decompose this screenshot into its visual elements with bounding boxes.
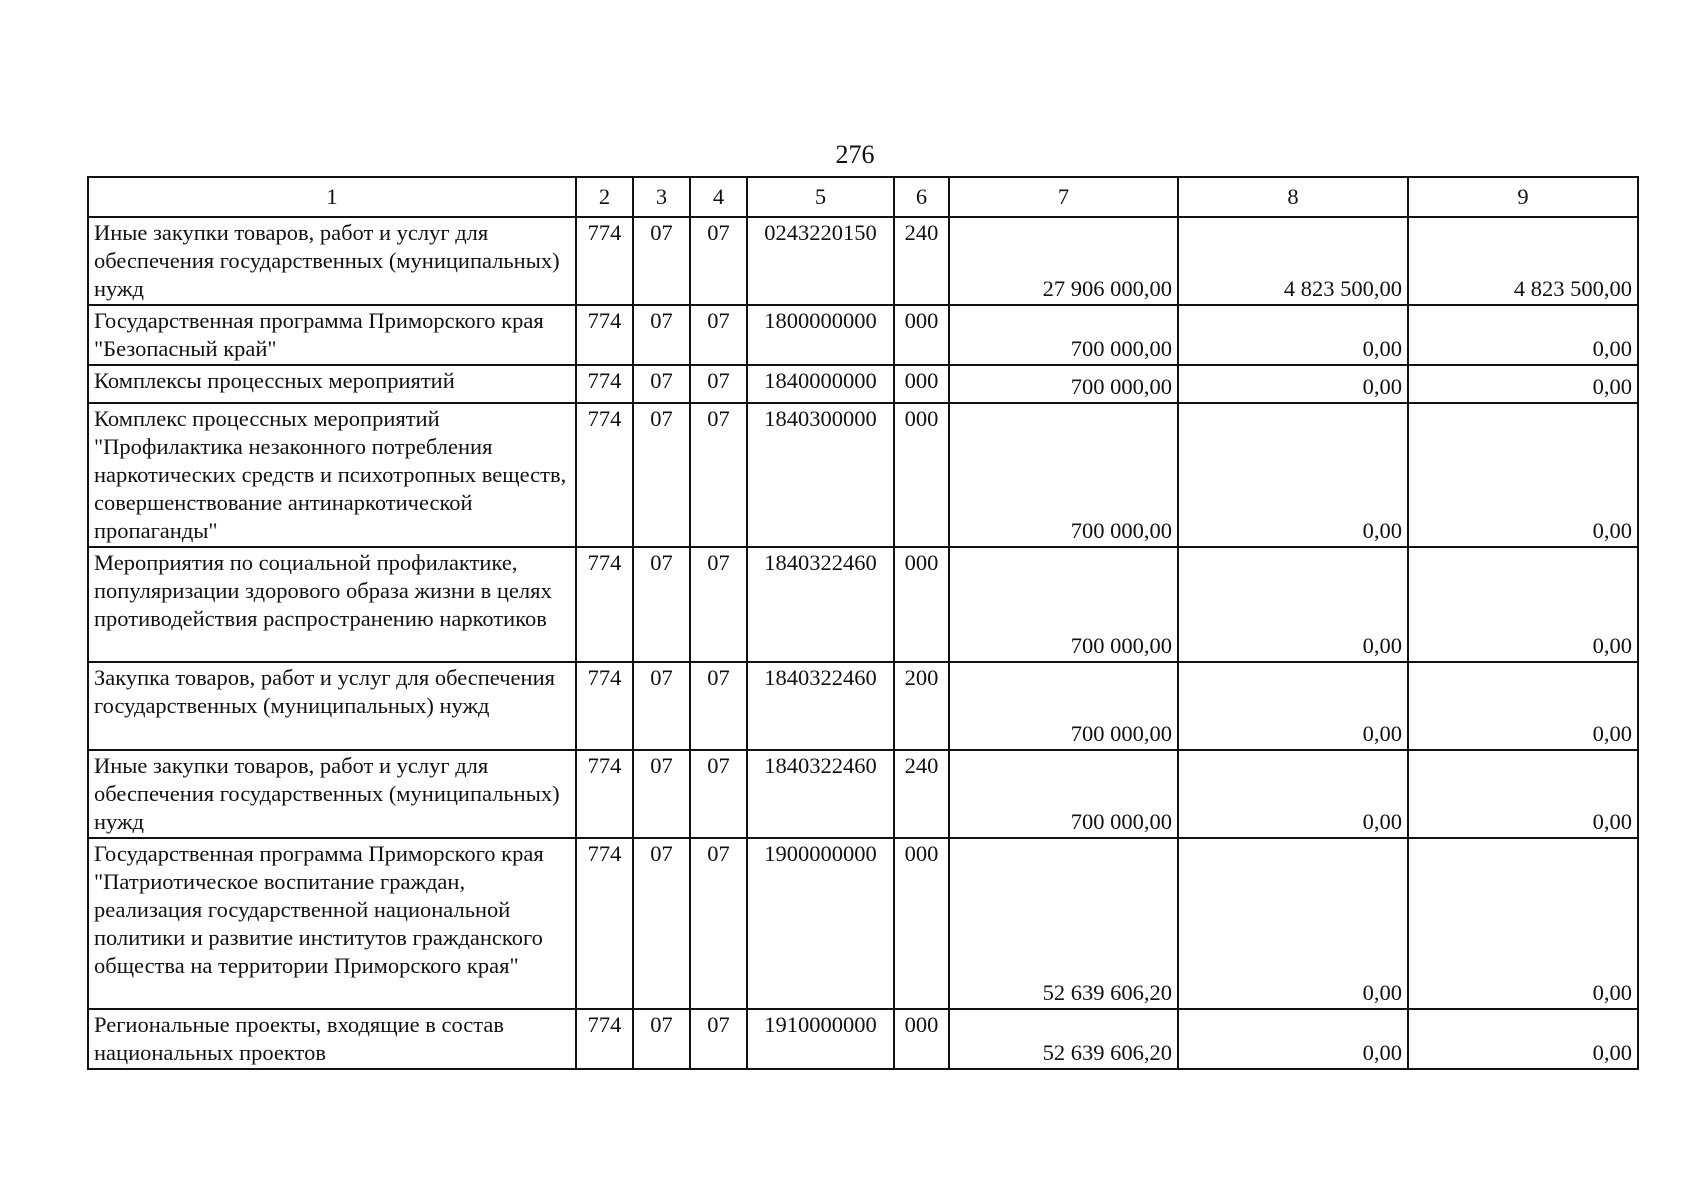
expense-type-code: 000 bbox=[894, 365, 949, 403]
item-name: Комплексы процессных мероприятий bbox=[88, 365, 576, 403]
item-name: Иные закупки товаров, работ и услуг для обеспечения государственных (муниципальных) нужд bbox=[88, 750, 576, 838]
amount-col-9: 0,00 bbox=[1408, 547, 1638, 662]
grbs-code: 774 bbox=[576, 403, 633, 547]
header-cell: 3 bbox=[633, 177, 690, 217]
target-article-code: 1900000000 bbox=[747, 838, 894, 1009]
target-article-code: 1840322460 bbox=[747, 750, 894, 838]
amount-col-8: 0,00 bbox=[1178, 305, 1408, 365]
expense-type-code: 000 bbox=[894, 838, 949, 1009]
amount-col-8: 0,00 bbox=[1178, 838, 1408, 1009]
section-code: 07 bbox=[633, 662, 690, 750]
item-name: Закупка товаров, работ и услуг для обеспечения государственных (муниципальных) нужд bbox=[88, 662, 576, 750]
page-number: 276 bbox=[835, 140, 875, 169]
amount-col-9: 0,00 bbox=[1408, 1009, 1638, 1069]
header-cell: 1 bbox=[88, 177, 576, 217]
section-code: 07 bbox=[633, 305, 690, 365]
amount-col-8: 0,00 bbox=[1178, 1009, 1408, 1069]
section-code: 07 bbox=[633, 365, 690, 403]
subsection-code: 07 bbox=[690, 750, 747, 838]
amount-col-7: 700 000,00 bbox=[949, 365, 1178, 403]
table-row bbox=[88, 305, 1638, 365]
amount-col-9: 0,00 bbox=[1408, 838, 1638, 1009]
subsection-code: 07 bbox=[690, 305, 747, 365]
section-code: 07 bbox=[633, 838, 690, 1009]
amount-col-8: 0,00 bbox=[1178, 365, 1408, 403]
amount-col-7: 700 000,00 bbox=[949, 750, 1178, 838]
grbs-code: 774 bbox=[576, 750, 633, 838]
subsection-code: 07 bbox=[690, 662, 747, 750]
amount-col-8: 0,00 bbox=[1178, 750, 1408, 838]
table-row bbox=[88, 217, 1638, 305]
section-code: 07 bbox=[633, 403, 690, 547]
table-row bbox=[88, 750, 1638, 838]
amount-col-8: 0,00 bbox=[1178, 403, 1408, 547]
expense-type-code: 200 bbox=[894, 662, 949, 750]
header-cell: 6 bbox=[894, 177, 949, 217]
subsection-code: 07 bbox=[690, 403, 747, 547]
item-name: Региональные проекты, входящие в состав национальных проектов bbox=[88, 1009, 576, 1069]
target-article-code: 1840322460 bbox=[747, 547, 894, 662]
subsection-code: 07 bbox=[690, 217, 747, 305]
section-code: 07 bbox=[633, 750, 690, 838]
amount-col-9: 0,00 bbox=[1408, 403, 1638, 547]
subsection-code: 07 bbox=[690, 365, 747, 403]
amount-col-7: 700 000,00 bbox=[949, 662, 1178, 750]
header-cell: 5 bbox=[747, 177, 894, 217]
amount-col-9: 0,00 bbox=[1408, 662, 1638, 750]
target-article-code: 1840000000 bbox=[747, 365, 894, 403]
section-code: 07 bbox=[633, 1009, 690, 1069]
target-article-code: 0243220150 bbox=[747, 217, 894, 305]
grbs-code: 774 bbox=[576, 305, 633, 365]
expense-type-code: 240 bbox=[894, 217, 949, 305]
section-code: 07 bbox=[633, 547, 690, 662]
grbs-code: 774 bbox=[576, 838, 633, 1009]
subsection-code: 07 bbox=[690, 838, 747, 1009]
amount-col-7: 27 906 000,00 bbox=[949, 217, 1178, 305]
item-name: Иные закупки товаров, работ и услуг для обеспечения государственных (муниципальных) нужд bbox=[88, 217, 576, 305]
amount-col-7: 700 000,00 bbox=[949, 305, 1178, 365]
amount-col-8: 0,00 bbox=[1178, 547, 1408, 662]
table-row bbox=[88, 547, 1638, 662]
table-row bbox=[88, 403, 1638, 547]
amount-col-7: 52 639 606,20 bbox=[949, 838, 1178, 1009]
table-header-row bbox=[88, 177, 1638, 217]
target-article-code: 1840300000 bbox=[747, 403, 894, 547]
amount-col-9: 0,00 bbox=[1408, 305, 1638, 365]
grbs-code: 774 bbox=[576, 365, 633, 403]
expense-type-code: 000 bbox=[894, 547, 949, 662]
section-code: 07 bbox=[633, 217, 690, 305]
amount-col-9: 0,00 bbox=[1408, 750, 1638, 838]
subsection-code: 07 bbox=[690, 1009, 747, 1069]
target-article-code: 1910000000 bbox=[747, 1009, 894, 1069]
grbs-code: 774 bbox=[576, 217, 633, 305]
grbs-code: 774 bbox=[576, 1009, 633, 1069]
target-article-code: 1840322460 bbox=[747, 662, 894, 750]
amount-col-9: 0,00 bbox=[1408, 365, 1638, 403]
grbs-code: 774 bbox=[576, 662, 633, 750]
amount-col-7: 700 000,00 bbox=[949, 547, 1178, 662]
amount-col-9: 4 823 500,00 bbox=[1408, 217, 1638, 305]
table-row bbox=[88, 662, 1638, 750]
amount-col-7: 700 000,00 bbox=[949, 403, 1178, 547]
subsection-code: 07 bbox=[690, 547, 747, 662]
expense-type-code: 000 bbox=[894, 305, 949, 365]
table-row bbox=[88, 838, 1638, 1009]
target-article-code: 1800000000 bbox=[747, 305, 894, 365]
amount-col-8: 0,00 bbox=[1178, 662, 1408, 750]
header-cell: 7 bbox=[949, 177, 1178, 217]
item-name: Комплекс процессных мероприятий "Профилактика незаконного потребления наркотических средств и психотропных веществ, совершенствование антинаркотической пропаганды" bbox=[88, 403, 576, 547]
table-row bbox=[88, 365, 1638, 403]
amount-col-7: 52 639 606,20 bbox=[949, 1009, 1178, 1069]
header-cell: 2 bbox=[576, 177, 633, 217]
item-name: Государственная программа Приморского края "Безопасный край" bbox=[88, 305, 576, 365]
expense-type-code: 000 bbox=[894, 1009, 949, 1069]
expense-type-code: 000 bbox=[894, 403, 949, 547]
item-name: Государственная программа Приморского края "Патриотическое воспитание граждан, реализация государственной национальной политики и развитие институтов гражданского общества на территории Приморского края" bbox=[88, 838, 576, 1009]
expense-type-code: 240 bbox=[894, 750, 949, 838]
header-cell: 4 bbox=[690, 177, 747, 217]
amount-col-8: 4 823 500,00 bbox=[1178, 217, 1408, 305]
grbs-code: 774 bbox=[576, 547, 633, 662]
table-row bbox=[88, 1009, 1638, 1069]
budget-table bbox=[87, 176, 1639, 1070]
header-cell: 9 bbox=[1408, 177, 1638, 217]
header-cell: 8 bbox=[1178, 177, 1408, 217]
item-name: Мероприятия по социальной профилактике, популяризации здорового образа жизни в целях противодействия распространению наркотиков bbox=[88, 547, 576, 662]
